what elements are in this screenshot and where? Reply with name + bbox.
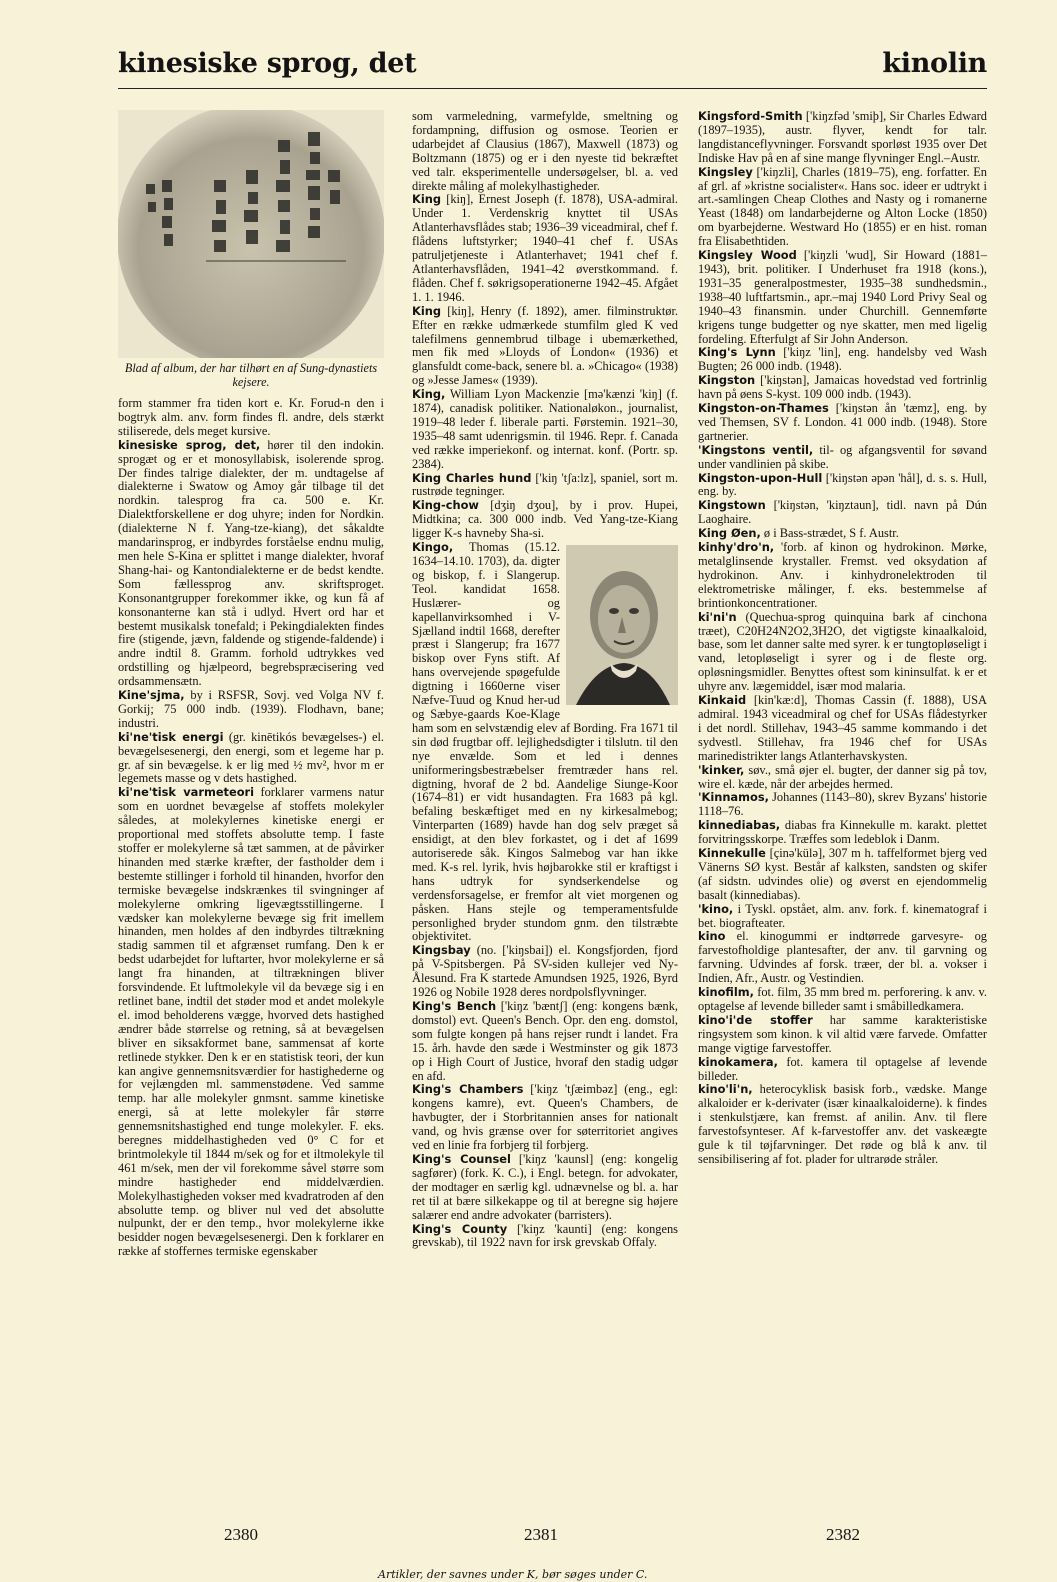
- entry-headword: King,: [412, 387, 446, 402]
- entry-headword: Kingsley: [698, 164, 753, 179]
- entry: kino'li'n, heterocyklisk basisk forb., vædske. Mange alkaloider er k-derivater (især kinaalkaloiderne). k findes i stenkulstjære, kan fremst. af anilin. Anv. til flere farvestofsynteser. Af k-farvestoffer anv. det vaskeægte gule k til tøjfarvninger. Det røde og blå k anv. til sensibilisering af fot. plader for ultrarøde stråler.: [698, 1082, 987, 1166]
- entry: ki'ni'n (Quechua-sprog quinquina bark af cinchona træet), C20H24N2O2,3H2O, det vigtigste kinaalkaloid, base, som let danner salte med syrer. k er tungtopløseligt i vand, letopløseligt i syrer og i de fleste org. opløsningsmidler. Benyttes oftest som kininsulfat. k er et uhyre anv. lægemiddel, især mod malaria.: [698, 609, 987, 694]
- entry: ki'ne'tisk energi (gr. kinētikós bevægelses-) el. bevægelsesenergi, den energi, som et legeme har p. gr. af sin bevægelse. k er lig med ½ mv², hvor m er legemets masse og v dets hastighed.: [118, 729, 384, 786]
- entry: King-chow [dʒiŋ dʒou], by i prov. Hupei, Midtkina; ca. 300 000 indb. Ved Yang-tze-Kiang ligger K-s havneby Sha-si.: [412, 498, 678, 541]
- entry: kinofilm, fot. film, 35 mm bred m. perforering. k anv. v. optagelse af levende billeder samt i småbilledkamera.: [698, 985, 987, 1013]
- entry-headword: Kingston-on-Thames: [698, 401, 829, 416]
- left-guide-word: kinesiske sprog, det: [118, 48, 417, 79]
- entry: Kingstown ['kiŋstən, 'kiŋztaun], tidl. navn på Dún Laoghaire.: [698, 498, 987, 527]
- entry-headword: 'kinker,: [698, 762, 745, 777]
- entry-headword: King's Bench: [412, 999, 497, 1013]
- entry-headword: Kingsford-Smith: [698, 109, 803, 123]
- entry: King's Counsel ['kiŋz 'kaunsl] (eng: kongelig sagfører) (fork. K. C.), i Engl. betegn. for advokater, der modtager en særlig kgl. udnævnelse og bl. a. har ret til at bære silkekappe og til at beregne sig højere salærer end andre advokater (barristers).: [412, 1151, 678, 1222]
- entry: kinhy'dro'n, 'forb. af kinon og hydrokinon. Mørke, metalglinsende krystaller. Fremst. ved oksydation af hydrokinon. Anv. i kinhydronelektroden til elektrometriske målinger, f. eks. bestemmelse af brintionkoncentrationer.: [698, 540, 987, 610]
- entry-headword: kinnediabas,: [698, 818, 781, 833]
- entry: Kingsford-Smith ['kiŋzfəd 'smiþ], Sir Charles Edward (1897–1935), austr. flyver, kendt for talr. langdistanceflyvninger. Forsvandt sporløst 1935 over Det Indiske Hav på en af sine mange flyvninger Engl.–Austr.: [698, 109, 987, 165]
- entry-headword: Kingston-upon-Hull: [698, 470, 823, 485]
- entry: King [kiŋ], Henry (f. 1892), amer. filminstruktør. Efter en række udmærkede stumfilm gled K ved talefilmens gennembrud tilbage i ubemærkethed, men fik med »Lloyds of London« (1936) et glansfuldt come-back, senere bl. a. »Chicago« (1938) og »Jesse James« (1939).: [412, 303, 678, 388]
- entry: King Øen, ø i Bass-strædet, S f. Austr.: [698, 526, 899, 541]
- footer-note: Artikler, der savnes under K, bør søges under C.: [378, 1568, 648, 1581]
- entry-headword: Kingsbay: [412, 943, 471, 958]
- entry: Kingo, Thomas (15.12. 1634–14.10. 1703), da. digter og biskop, f. i Slangerup. Teol. kandidat 1658. Huslærer- og kapellanvirksomhed i V-Sjælland indtil 1668, derefter præst i Slangerup; fra 1677 biskop over Fyns stift. Af hans overvejende spøgefulde digtning i 1660erne viser Næfve-Tuud og Knud her-ud og Sæbye-gaards Koe-Klage ham som en selvstændig elev af Bording. Fra 1671 til sin død frugtbar off. lejlighedsdigter i tilslutn. til den nye envælde. Som et led i dennes uniformeringsbestræbelser fremtræder hans rel. digtning, hvoraf de 2 bd. Aandelige Siunge-Koor (1674–81) er vidt husandagten. Fra 1683 på kgl. befaling beskæftiget med en ny kirkesalmebog; Vinterparten (1689) havde han dog selv præget så ensidigt, at den blev forkastet, og i det af 1699 autoriserede såk. Kingos Salmebog var han ikke med. K-s rel. lyrik, hvis højbarokke stil er kraftigst i hans udtryk for syndserkendelse og verdensforsagelse, er fremfor alt viet morgenen og påsken. Hans stejle og temperamentsfulde personlighed bryder stundom gnm. den tilstræbte objektivitet.: [412, 540, 678, 944]
- entry: King's Lynn ['kiŋz 'lin], eng. handelsby ved Wash Bugten; 26 000 indb. (1948).: [698, 345, 987, 374]
- entry: kinokamera, fot. kamera til optagelse af levende billeder.: [698, 1054, 987, 1083]
- entry: Kingsley Wood ['kiŋzli 'wud], Sir Howard (1881–1943), brit. politiker. I Underhuset fra 1918 (kons.), 1931–35 generalpostmester, 1935–38 sundhedsmin., 1938–40 luftfartsmin., apr.–maj 1940 Lord Privy Seal og 1940–43 finansmin. under Churchill. Gennemførte krigens tunge budgetter og nye skatter, men med ligelig fordeling. Efterfulgt af Sir John Anderson.: [698, 248, 987, 346]
- entry-headword: kinokamera,: [698, 1054, 778, 1069]
- entry-headword: King: [412, 192, 441, 207]
- entry: Kinkaid [kin'kæ:d], Thomas Cassin (f. 1888), USA admiral. 1943 viceadmiral og chef for USAs flådestyrker i det nordl. Stillehav, 1943–45 samme kommando i det sydvestl. Stillehav, fra 1946 chef for USAs marinedistrikter langs Atlanterhavskysten.: [698, 693, 987, 763]
- entry: King Charles hund ['kiŋ 'tʃa:lz], spaniel, sort m. rustrøde tegninger.: [412, 470, 678, 499]
- entry-headword: Kingston: [698, 373, 756, 388]
- entry: form stammer fra tiden kort e. Kr. Forud‑n den i bogtryk alm. anv. form findes fl. andre, dels stærkt stiliserede, dels meget kursive.: [118, 396, 384, 438]
- entry-headword: kino'i'de stoffer: [698, 1012, 813, 1027]
- entry-headword: kino: [698, 929, 726, 944]
- entry-headword: King's Chambers: [412, 1082, 524, 1097]
- entry-headword: 'kino,: [698, 901, 734, 916]
- entry: Kinnekulle [çinə'külə], 307 m h. taffelformet bjerg ved Vänerns SØ kyst. Består af kalksten, sandsten og skifer (af sidstn. udvindes olie) og øverst en ejendommelig basalt (kinnediabas).: [698, 846, 987, 902]
- entry: kino el. kinogummi er indtørrede garvesyre- og farvestofholdige plantesafter, der anv. til garvning og farvning. Udvindes af forsk. træer, der bl. a. vokser i Indien, Afr., Austr. og Vestindien.: [698, 929, 987, 986]
- entry: King's County ['kiŋz 'kaunti] (eng: kongens grevskab), til 1922 navn for irsk grevskab Offaly.: [412, 1221, 679, 1250]
- entry: kinnediabas, diabas fra Kinnekulle m. karakt. plettet forvitringsskorpe. Træffes som ledeblok i Danm.: [698, 818, 987, 847]
- entry-headword: King's County: [412, 1221, 508, 1236]
- entry: 'kinker, søv., små øjer el. bugter, der danner sig på tov, wire el. kæde, når der arbejdes hermed.: [698, 762, 987, 791]
- entry-headword: Kinkaid: [698, 693, 747, 708]
- page-number-2382: 2382: [826, 1525, 860, 1544]
- entry-headword: King Charles hund: [412, 470, 532, 485]
- entry: Kine'sjma, by i RSFSR, Sovj. ved Volga NV f. Gorkij; 75 000 indb. (1939). Flodhavn, bane; industri.: [118, 688, 384, 730]
- entry: som varmeledning, varmefylde, smeltning og fordampning, diffusion og osmose. Teorien er udarbejdet af Clausius (1867), Maxwell (1873) og Boltzmann (1875) og er i den nyeste tid bekræftet ved talr. eksperimentelle undersøgelser, bl. a. ved direkte måling af molekylhastigheder.: [412, 109, 678, 193]
- entry-headword: Kingo,: [412, 540, 454, 555]
- entry: Kingston-on-Thames ['kiŋstən ån 'tæmz], eng. by ved Themsen, SV f. London. 41 000 indb. (1948). Store gartnerier.: [698, 401, 987, 443]
- entry: 'Kinnamos, Johannes (1143–80), skrev Byzans' historie 1118–76.: [698, 790, 987, 819]
- entry: King [kiŋ], Ernest Joseph (f. 1878), USA-admiral. Under 1. Verdenskrig knyttet til USAs Atlanterhavsflådes stab; 1936–39 viceadmiral, chef f. flådens luftstyrker; 1940–41 chef f. USAs patruljetjeneste i Atlanterhavet; 1941 chef f. Atlanterhavsflåden, 1941–42 øverstkommand. f. flåden. Chef f. søkrigsoperationerne 1942–45. Afgået 1. 1. 1946.: [412, 192, 678, 304]
- entry-headword: King: [412, 303, 441, 318]
- entry-headword: ki'ni'n: [698, 609, 737, 624]
- entry-headword: King Øen,: [698, 526, 761, 541]
- entry-headword: kinofilm,: [698, 985, 754, 1000]
- entry: Kingsley ['kiŋzli], Charles (1819–75), eng. forfatter. En af grl. af »kristne socialister«. Hans soc. ideer er udtrykt i art.-samlingen Cheap Clothes and Nasty og i romanerne Yeast (1848) om landarbejderne og Alton Locke (1850) om byarbejderne. Westward Ho (1855) er en hist. roman fra Elisabethtiden.: [698, 164, 987, 249]
- entry-headword: King's Counsel: [412, 1151, 511, 1166]
- entry-headword: 'Kinnamos,: [698, 790, 769, 805]
- entry-headword: kino'li'n,: [698, 1082, 753, 1097]
- entry: King, William Lyon Mackenzie [mə'kænzi 'kiŋ] (f. 1874), canadisk politiker. Nationaløkon., journalist, 1919–48 leder f. liberale parti. Førstemin. 1921–30, 1935–48 samt udenrigsmin. til 1946. Repr. f. Canada ved række imperiekonf. og internat. konf. (Portr. sp. 2384).: [412, 387, 678, 471]
- entry-headword: Kingsley Wood: [698, 248, 797, 263]
- entry-headword: King's Lynn: [698, 345, 776, 360]
- page-header: [118, 48, 987, 89]
- entry-headword: King-chow: [412, 498, 479, 513]
- entry: 'kino, i Tyskl. opstået, alm. anv. fork. f. kinematograf i bet. biografteater.: [698, 901, 987, 930]
- entry-headword: Kinnekulle: [698, 846, 766, 861]
- album-leaf-image: [118, 110, 384, 358]
- column-2: [412, 110, 678, 1250]
- entry-headword: Kingstown: [698, 498, 766, 513]
- entry: Kingston-upon-Hull ['kiŋstən əpən 'hål], d. s. s. Hull, eng. by.: [698, 470, 987, 499]
- right-guide-word: kinolin: [882, 48, 987, 79]
- entry-headword: kinesiske sprog, det,: [118, 437, 261, 452]
- entry-headword: Kine'sjma,: [118, 688, 185, 703]
- entry-headword: ki'ne'tisk energi: [118, 729, 224, 744]
- entry: King's Bench ['kiŋz 'bæntʃ] (eng: kongens bænk, domstol) evt. Queen's Bench. Opr. den eng. domstol, som fulgte kongen på hans rejser rundt i landet. Fra 15. årh. havde den sæde i Westminster og gik 1873 op i High Court of Justice, hvoraf den stadig udgør en afd.: [412, 999, 678, 1083]
- entry-headword: 'Kingstons ventil,: [698, 442, 814, 457]
- page-number-2380: 2380: [224, 1525, 258, 1544]
- entry-headword: kinhy'dro'n,: [698, 540, 775, 555]
- entry: kino'i'de stoffer har samme karakteristiske ringsystem som kinon. k vil altid være farvede. Omfatter mange vigtige farvestoffer.: [698, 1012, 987, 1055]
- kingo-portrait: [566, 545, 678, 705]
- entry: Kingston ['kiŋstən], Jamaicas hovedstad ved fortrinlig havn på øens S-kyst. 109 000 indb. (1943).: [698, 373, 987, 402]
- entry: Kingsbay (no. ['kiŋsbai]) el. Kongsfjorden, fjord på V-Spitsbergen. På SV-siden kullejer ved Ny-Ålesund. Fra K startede Amundsen 1925, 1926, Byrd 1926 og Nobile 1928 deres nordpolsflyvninger.: [412, 943, 678, 1000]
- col1-entries: [118, 397, 384, 1259]
- column-1: [118, 110, 384, 1259]
- page-number-2381: 2381: [524, 1525, 558, 1544]
- column-3: [698, 110, 987, 1167]
- entry: kinesiske sprog, det, hører til den indokin. sprogæt og er et monosyllabisk, isolerende sprog. Der findes talrige dialekter, der m. undtagelse af dialekterne i Swatow og Amoy går tilbage til det nordkin. talesprog fra ca. 500 e. Kr. Dialektforskellene er dog uhyre; inden for Nordkin. (dialekterne N f. Yang-tze-kiang), det såkaldte mandarinsprog, er indbyrdes forståelse endnu mulig, men hele S-Kina er splittet i mange dialekter, hvoraf Shang-hai- og Kantondialekterne er de bedst kendte. Som fællessprog anv. skriftsproget. Konsonantgrupper forekommer ikke, og kun få af konsonanterne kan stå i udlyd. Hvert ord har et bestemt musikalsk tonefald; i Pekingdialekten findes fire (stigende, jævn, faldende og stigende-faldende) i andre indtil 8. Gramm. forhold udtrykkes ved ordstilling og hjælpeord, begrebspræcisering ved ordsammensætn.: [118, 437, 384, 689]
- entry: 'Kingstons ventil, til- og afgangsventil for søvand under vandlinien på skibe.: [698, 442, 987, 471]
- entry-headword: ki'ne'tisk varmeteori: [118, 785, 255, 800]
- entry: ki'ne'tisk varmeteori forklarer varmens natur som en uordnet bevægelse af stoffets molekyler således, at molekylernes kinetiske energi er proportional med stoffets absolutte temp. I faste stoffer er molekylerne så tæt sammen, at de påvirker hinanden med stærke kræfter, der fastholder dem i bestemte stillinger i forhold til hinanden, hvorfor den termiske bevægelse indskrænkes til svingninger af molekylerne omkring ligevægtsstillingerne. I vædsker kan molekylerne bevæge sig frit imellem hinanden, men holdes af den indbyrdes tiltrækning stadig sammen til et afgrænset rumfang. Den k er bedst udarbejdet for luftarter, hvor molekylerne er så langt fra hinanden, at tiltrækningen bliver forsvindende. Et luftmolekyle vil da bevæge sig i en retlinet bane, indtil det støder mod et andet molekyle el. imod beholderens vægge, hvorved dets hastighed ændrer både størrelse og retning, så at bevægelsen bliver en siksakformet bane, sammensat af korte retlinede stykker. Den k er en statistisk teori, der kun kan angive gennemsnitsværdier for hastighederne og for vejlængden ml. sammenstødene. Ved samme temp. har alle molekyler gnmsnt. samme kinetiske energi, så at lette molekyler får større gennemsnitshastighed end tunge molekyler. F. eks. beregnes middelhastigheden ved 0° C for et brintmolekyle til 1844 m/sek og for et iltmolekyle til 461 m/sek, men der vil forekomme såvel større som mindre hastigheder end middelværdien. Molekylhastigheden vokser med kvadratroden af den absolutte temp. og bliver nul ved det absolutte nulpunkt, der er den temp., hvor molekylerne ikke besidder nogen bevægelsesenergi. Den k forklarer en række af stoffernes termiske egenskaber: [118, 785, 384, 1259]
- entry: King's Chambers ['kiŋz 'tʃæimbəz] (eng., egl: kongens kamre), evt. Queen's Chambers, de havbugter, der i Storbritannien anses for nationalt vand, og hvis grænse over for søterritoriet angives ved en linie fra forbjerg til forbjerg.: [412, 1082, 678, 1153]
- image-caption: Blad af album, der har tilhørt en af Sung-dynastiets kejsere.: [124, 361, 378, 389]
